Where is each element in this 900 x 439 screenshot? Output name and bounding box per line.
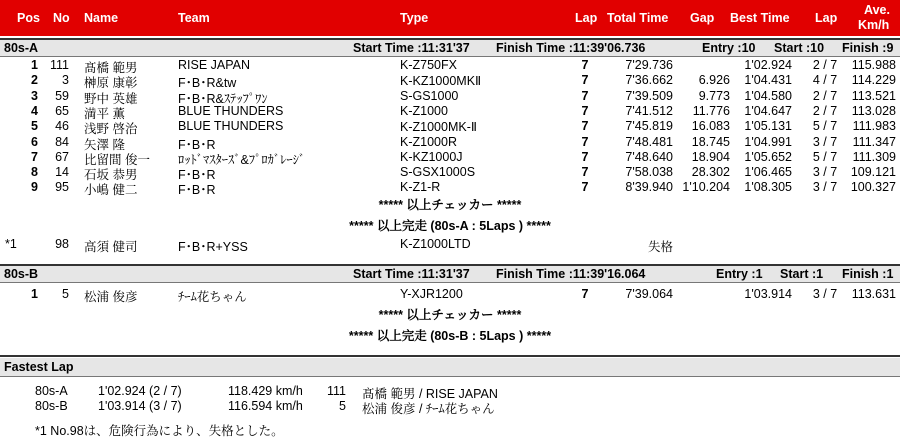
fastest-time: 1'03.914 (3 / 7) — [98, 399, 182, 413]
row-pos: 8 — [31, 165, 38, 180]
row-lap: 7 — [581, 103, 589, 118]
class-a-complete-note: ***** 以上完走 (80s-A : 5Laps ) ***** — [349, 219, 551, 233]
row-best-time: 1'03.914 — [744, 287, 792, 301]
row-no: 84 — [55, 134, 69, 149]
row-no: 5 — [62, 287, 69, 301]
row-ave: 100.327 — [850, 180, 896, 195]
row-name: 松浦 俊彦 — [84, 290, 138, 304]
row-pos: 1 — [31, 287, 38, 301]
row-name: 小嶋 健二 — [84, 183, 138, 198]
row-gap: 16.083 — [691, 119, 730, 134]
fastest-lap-title: Fastest Lap — [4, 360, 74, 374]
row-best-time: 1'04.647 — [744, 103, 792, 118]
row-gap: 6.926 — [698, 73, 730, 88]
col-type: Type — [400, 11, 429, 25]
row-name: 浅野 啓治 — [84, 122, 138, 137]
row-team: F･B･R&tw — [178, 76, 237, 91]
row-name: 矢澤 隆 — [84, 137, 125, 152]
row-total-time: 7'45.819 — [625, 119, 673, 134]
dq-team: F･B･R+YSS — [178, 240, 248, 254]
row-best-lap: 3 / 7 — [812, 134, 838, 149]
class-a-finish-count: Finish :9 — [842, 41, 894, 55]
fastest-speed: 118.429 km/h — [228, 384, 303, 398]
row-ave: 114.229 — [851, 73, 896, 88]
row-no: 3 — [62, 73, 69, 88]
fastest-rider: 髙橋 範男 / RISE JAPAN — [362, 387, 498, 401]
row-lap: 7 — [581, 134, 589, 149]
fastest-class: 80s-A — [35, 384, 68, 398]
row-lap: 7 — [581, 180, 589, 195]
row-total-time: 7'58.038 — [625, 165, 673, 180]
row-best-time: 1'04.991 — [744, 134, 792, 149]
class-a-name: 80s-A — [4, 41, 39, 55]
row-no: 59 — [55, 88, 69, 103]
row-best-lap: 2 / 7 — [812, 103, 838, 118]
row-team: F･B･R&ｽﾃｯﾌﾟﾜﾝ — [178, 91, 268, 106]
row-best-time: 1'05.652 — [744, 149, 792, 164]
results-header — [0, 0, 900, 36]
row-best-lap: 5 / 7 — [812, 119, 838, 134]
row-type: K-KZ1000J — [400, 149, 463, 164]
row-ave: 109.121 — [850, 165, 896, 180]
row-team: BLUE THUNDERS — [178, 103, 284, 118]
row-gap: 18.904 — [691, 149, 730, 164]
col-best-time: Best Time — [730, 11, 790, 25]
row-pos: 9 — [31, 180, 38, 195]
fastest-lap-header — [0, 358, 900, 376]
dq-no: 98 — [55, 237, 69, 251]
row-type: S-GSX1000S — [400, 165, 476, 180]
row-lap: 7 — [581, 73, 589, 88]
row-ave: 113.521 — [851, 88, 896, 103]
row-type: K-Z750FX — [400, 58, 457, 72]
row-name: 髙橋 範男 — [84, 61, 138, 75]
row-gap: 28.302 — [691, 165, 730, 180]
col-ave-1: Ave. — [864, 3, 890, 17]
row-best-lap: 3 / 7 — [812, 180, 838, 195]
row-best-time: 1'08.305 — [744, 180, 792, 195]
row-name: 石坂 恭男 — [84, 168, 138, 183]
row-type: Y-XJR1200 — [400, 287, 463, 301]
row-total-time: 8'39.940 — [625, 180, 673, 195]
row-name: 榊原 康彰 — [84, 76, 138, 91]
divider — [0, 282, 900, 283]
class-b-start-time: Start Time :11:31'37 — [353, 267, 470, 281]
class-a-start-time: Start Time :11:31'37 — [353, 41, 470, 55]
col-name: Name — [84, 11, 119, 25]
row-total-time: 7'29.736 — [625, 58, 673, 72]
divider — [0, 376, 900, 377]
fastest-speed: 116.594 km/h — [228, 399, 303, 413]
row-ave: 111.347 — [852, 134, 896, 149]
row-type: K-Z1000R — [400, 134, 457, 149]
row-best-lap: 3 / 7 — [812, 165, 838, 180]
class-b-checker-note: ***** 以上チェッカー ***** — [378, 308, 522, 322]
row-team: ﾛｯﾄﾞﾏｽﾀｰｽﾞ&ﾌﾟﾛｶﾞﾚｰｼﾞ — [178, 152, 306, 167]
row-pos: 7 — [31, 149, 38, 164]
divider — [0, 355, 900, 357]
class-b-finish-time: Finish Time :11:39'16.064 — [496, 267, 646, 281]
footnote: *1 No.98は、危険行為により、失格とした。 — [35, 424, 284, 438]
row-type: K-Z1000MK-Ⅱ — [400, 120, 478, 135]
row-type: K-KZ1000MKⅡ — [400, 74, 482, 89]
row-gap: 1'10.204 — [682, 180, 730, 195]
row-ave: 113.028 — [851, 103, 896, 118]
row-best-lap: 2 / 7 — [812, 58, 838, 72]
row-name: 比留間 俊一 — [84, 152, 150, 167]
class-a-start-count: Start :10 — [774, 41, 825, 55]
class-b-name: 80s-B — [4, 267, 39, 281]
row-type: S-GS1000 — [400, 88, 459, 103]
class-b-entry: Entry :1 — [716, 267, 763, 281]
row-type: K-Z1000 — [400, 103, 448, 118]
col-total-time: Total Time — [607, 11, 669, 25]
fastest-class: 80s-B — [35, 399, 68, 413]
row-team: ﾁｰﾑ花ちゃん — [178, 290, 247, 304]
row-no: 111 — [49, 58, 69, 72]
row-gap: 18.745 — [691, 134, 730, 149]
row-lap: 7 — [581, 119, 589, 134]
row-gap: 9.773 — [698, 88, 730, 103]
row-ave: 115.988 — [851, 58, 896, 72]
row-name: 野中 英雄 — [84, 91, 138, 106]
row-no: 65 — [55, 103, 69, 118]
class-b-header — [0, 266, 900, 282]
class-b-complete-note: ***** 以上完走 (80s-B : 5Laps ) ***** — [348, 329, 552, 343]
row-lap: 7 — [581, 58, 589, 72]
row-best-lap: 5 / 7 — [812, 149, 838, 164]
row-lap: 7 — [581, 149, 589, 164]
col-gap: Gap — [690, 11, 715, 25]
row-best-time: 1'04.580 — [744, 88, 792, 103]
row-pos: 4 — [31, 103, 38, 118]
row-pos: 6 — [31, 134, 38, 149]
dq-type: K-Z1000LTD — [400, 237, 471, 251]
row-no: 46 — [55, 119, 69, 134]
row-best-time: 1'04.431 — [744, 73, 792, 88]
row-team: F･B･R — [178, 137, 216, 152]
row-name: 満平 薫 — [84, 106, 125, 121]
row-total-time: 7'39.064 — [625, 287, 673, 301]
class-a-entry: Entry :10 — [702, 41, 756, 55]
fastest-no: 111 — [326, 384, 346, 398]
row-team: RISE JAPAN — [178, 58, 251, 72]
col-team: Team — [178, 11, 210, 25]
row-best-lap: 4 / 7 — [812, 73, 838, 88]
row-pos: 1 — [31, 58, 38, 72]
row-ave: 111.309 — [852, 149, 896, 164]
row-type: K-Z1-R — [400, 180, 441, 195]
col-lap: Lap — [575, 11, 598, 25]
row-gap: 11.776 — [692, 103, 730, 118]
class-b-finish-count: Finish :1 — [842, 267, 894, 281]
col-pos: Pos — [17, 11, 40, 25]
class-a-checker-note: ***** 以上チェッカー ***** — [378, 198, 522, 212]
row-total-time: 7'48.640 — [625, 149, 673, 164]
dq-status: 失格 — [648, 240, 674, 254]
row-total-time: 7'41.512 — [625, 103, 673, 118]
class-b-start-count: Start :1 — [780, 267, 824, 281]
row-lap: 7 — [581, 287, 589, 301]
fastest-rider: 松浦 俊彦 / ﾁｰﾑ花ちゃん — [362, 402, 495, 416]
row-pos: 5 — [31, 119, 38, 134]
row-total-time: 7'48.481 — [625, 134, 673, 149]
dq-name: 高須 健司 — [84, 240, 138, 254]
row-lap: 7 — [581, 88, 589, 103]
class-a-header — [0, 40, 900, 56]
fastest-time: 1'02.924 (2 / 7) — [98, 384, 182, 398]
row-best-time: 1'05.131 — [744, 119, 792, 134]
fastest-no: 5 — [339, 399, 346, 413]
row-no: 67 — [55, 149, 69, 164]
row-pos: 2 — [31, 73, 38, 88]
col-ave-2: Km/h — [858, 18, 890, 32]
row-pos: 3 — [31, 88, 38, 103]
row-best-lap: 2 / 7 — [812, 88, 838, 103]
row-team: F･B･R — [178, 183, 216, 198]
col-best-lap: Lap — [815, 11, 838, 25]
row-total-time: 7'39.509 — [625, 88, 673, 103]
class-a-finish-time: Finish Time :11:39'06.736 — [496, 41, 646, 55]
row-best-lap: 3 / 7 — [812, 287, 838, 301]
dq-pos: *1 — [5, 237, 17, 251]
divider — [0, 56, 900, 57]
row-no: 14 — [55, 165, 69, 180]
row-no: 95 — [55, 180, 69, 195]
row-best-time: 1'06.465 — [744, 165, 792, 180]
col-no: No — [53, 11, 70, 25]
row-team: BLUE THUNDERS — [178, 119, 284, 134]
row-total-time: 7'36.662 — [625, 73, 673, 88]
row-team: F･B･R — [178, 168, 216, 183]
row-best-time: 1'02.924 — [744, 58, 792, 72]
row-ave: 111.983 — [852, 119, 896, 134]
row-ave: 113.631 — [851, 287, 896, 301]
row-lap: 7 — [581, 165, 589, 180]
